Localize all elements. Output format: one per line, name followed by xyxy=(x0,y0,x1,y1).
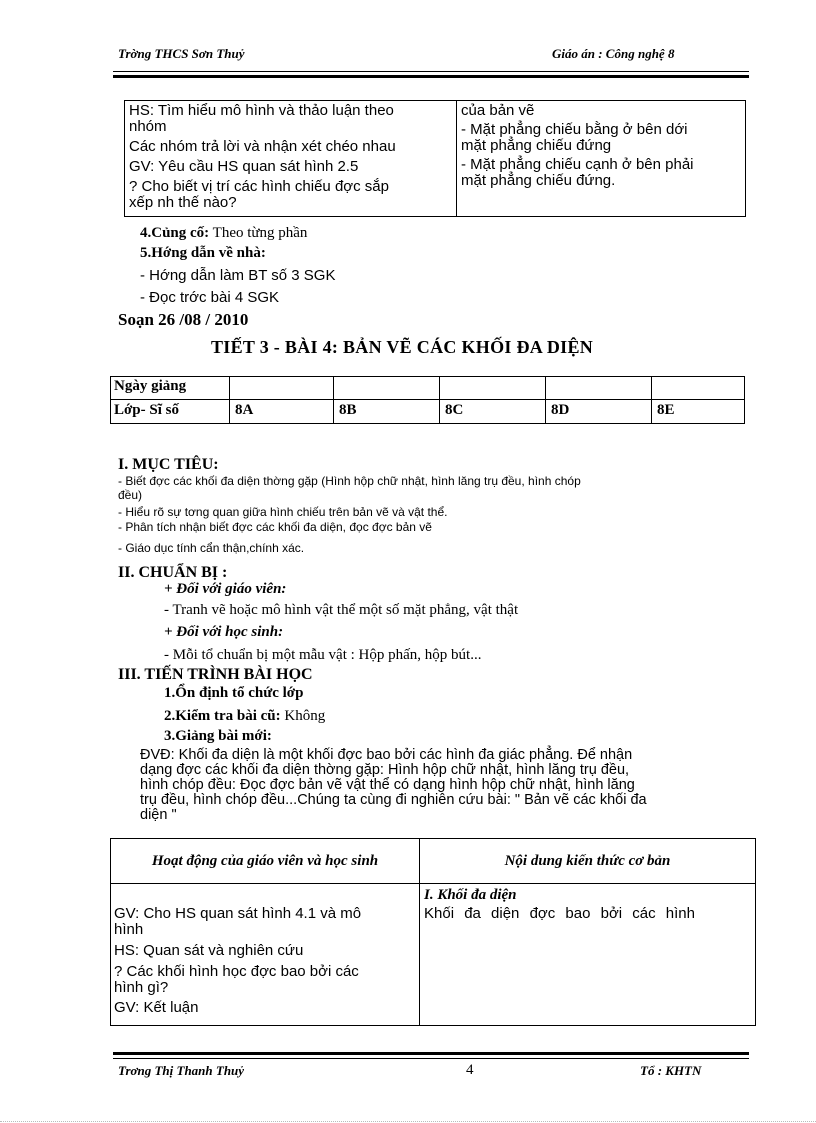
main-table-head-left: Hoạt động của giáo viên và học sinh xyxy=(111,839,420,884)
footer-author: Trơng Thị Thanh Thuỷ xyxy=(118,1063,245,1078)
step-2-label: 2.Kiểm tra bài cũ: xyxy=(164,708,281,724)
muctieu-line: đều) xyxy=(118,488,143,502)
top-left-line: ? Cho biết vị trí các hình chiếu đợc sắp xyxy=(129,178,389,195)
main-table-left-cell xyxy=(111,884,420,1026)
muctieu-line: - Biết đợc các khối đa diện thờng gặp (Hình hộp chữ nhật, hình lăng trụ đều, hình chóp xyxy=(118,474,581,488)
top-left-line: Các nhóm trả lời và nhận xét chéo nhau xyxy=(129,138,396,155)
step-3: 3.Giảng bài mới: xyxy=(164,728,272,744)
class-table-cell xyxy=(652,377,745,400)
footer-group: Tổ : KHTN xyxy=(640,1063,702,1078)
main-table-head-right: Nội dung kiến thức cơ bản xyxy=(420,839,756,884)
class-table-class: 8B xyxy=(334,400,440,424)
top-left-line: HS: Tìm hiểu mô hình và thảo luận theo xyxy=(129,102,394,119)
cungco-text: Theo từng phần xyxy=(209,225,308,241)
class-table-cell xyxy=(334,377,440,400)
header-school: Trờng THCS Sơn Thuỷ xyxy=(118,46,245,61)
top-table-left-cell xyxy=(125,101,457,217)
muctieu-line: - Phân tích nhận biết đợc các khối đa diện, đọc đợc bản vẽ xyxy=(118,520,432,534)
cungco xyxy=(140,226,307,241)
main-left-line: HS: Quan sát và nghiên cứu xyxy=(114,942,304,959)
huongdan-title: 5.Hớng dẫn về nhà: xyxy=(140,245,266,261)
main-right-text: Khối đa diện đợc bao bởi các hình xyxy=(424,905,695,922)
class-table-class: 8C xyxy=(440,400,546,424)
class-table-class: 8E xyxy=(652,400,745,424)
class-table-date-label: Ngày giảng xyxy=(111,377,230,400)
chuanbi-title: II. CHUẨN BỊ : xyxy=(118,564,228,581)
tientrinh-title: III. TIẾN TRÌNH BÀI HỌC xyxy=(118,666,313,683)
class-table-cell xyxy=(546,377,652,400)
top-left-line: GV: Yêu cầu HS quan sát hình 2.5 xyxy=(129,158,359,175)
top-right-line: mặt phẳng chiếu đứng xyxy=(461,137,612,154)
top-table-right-cell xyxy=(457,101,746,217)
step-2-text: Không xyxy=(280,708,326,724)
dvd-line: ĐVĐ: Khối đa diện là một khối đợc bao bởi các hình đa giác phẳng. Để nhận xyxy=(140,747,633,763)
dvd-line: diện " xyxy=(140,807,177,823)
footer-rule-thin xyxy=(113,1058,749,1059)
chuanbi-hs-text: - Mỗi tổ chuẩn bị một mẫu vật : Hộp phấn, hộp bút... xyxy=(164,647,482,663)
dvd-paragraph xyxy=(140,748,756,823)
dvd-line: hình chóp đều: Đọc đợc bản vẽ vật thể có dạng hình hộp chữ nhật, hình lăng xyxy=(140,777,635,793)
top-right-line: của bản vẽ xyxy=(461,102,535,119)
chuanbi-gv-label: + Đối với giáo viên: xyxy=(164,581,287,597)
main-left-line: hình gì? xyxy=(114,979,169,996)
huongdan-item: - Hớng dẫn làm BT số 3 SGK xyxy=(140,267,336,284)
top-left-line: nhóm xyxy=(129,118,167,135)
lesson-title: TIẾT 3 - BÀI 4: BẢN VẼ CÁC KHỐI ĐA DIỆN xyxy=(211,337,594,357)
chuanbi-gv-text: - Tranh vẽ hoặc mô hình vật thể một số mặt phẳng, vật thật xyxy=(164,602,519,618)
soan-date: Soạn 26 /08 / 2010 xyxy=(118,310,249,329)
main-table-right-cell xyxy=(420,884,756,1026)
class-table-cell xyxy=(440,377,546,400)
header-subject: Giáo án : Công nghệ 8 xyxy=(552,46,675,61)
main-right-title: I. Khối đa diện xyxy=(424,887,517,903)
main-left-line: hình xyxy=(114,921,144,938)
top-right-line: mặt phẳng chiếu đứng. xyxy=(461,172,616,189)
footer-page-number: 4 xyxy=(466,1062,474,1078)
main-left-line: GV: Kết luận xyxy=(114,999,199,1016)
muctieu-title: I. MỤC TIÊU: xyxy=(118,456,219,473)
page-edge-dotted-line xyxy=(0,1121,816,1122)
class-table xyxy=(110,376,745,424)
huongdan-item: - Đọc trớc bài 4 SGK xyxy=(140,289,280,306)
chuanbi-hs-label: + Đối với học sinh: xyxy=(164,624,284,640)
class-table-class-label: Lớp- Sĩ số xyxy=(111,400,230,424)
class-table-cell xyxy=(230,377,334,400)
dvd-line: dạng đợc các khối đa diện thờng gặp: Hình hộp chữ nhật, hình lăng trụ đều, xyxy=(140,762,630,778)
step-1: 1.Ổn định tổ chức lớp xyxy=(164,685,304,701)
top-table xyxy=(124,100,746,217)
muctieu-line: - Hiểu rõ sự tơng quan giữa hình chiếu trên bản vẽ và vật thể. xyxy=(118,505,448,519)
top-left-line: xếp nh thế nào? xyxy=(129,194,237,211)
footer-rule-thick xyxy=(113,1052,749,1055)
header-rule-thick xyxy=(113,75,749,78)
class-table-class: 8A xyxy=(230,400,334,424)
class-table-class: 8D xyxy=(546,400,652,424)
step-2 xyxy=(164,709,325,724)
header-rule-thin xyxy=(113,71,749,72)
muctieu-line: - Giáo dục tính cẩn thận,chính xác. xyxy=(118,541,305,555)
dvd-line: trụ đều, hình chóp đều...Chúng ta cùng đi nghiên cứu bài: " Bản vẽ các khối đa xyxy=(140,792,647,808)
cungco-label: 4.Củng cố: xyxy=(140,225,210,241)
top-right-line: - Mặt phẳng chiếu bằng ở bên dới xyxy=(461,121,688,138)
top-right-line: - Mặt phẳng chiếu cạnh ở bên phải xyxy=(461,156,694,173)
main-left-line: ? Các khối hình học đợc bao bởi các xyxy=(114,963,359,980)
main-table xyxy=(110,838,756,1026)
main-left-line: GV: Cho HS quan sát hình 4.1 và mô xyxy=(114,905,362,922)
